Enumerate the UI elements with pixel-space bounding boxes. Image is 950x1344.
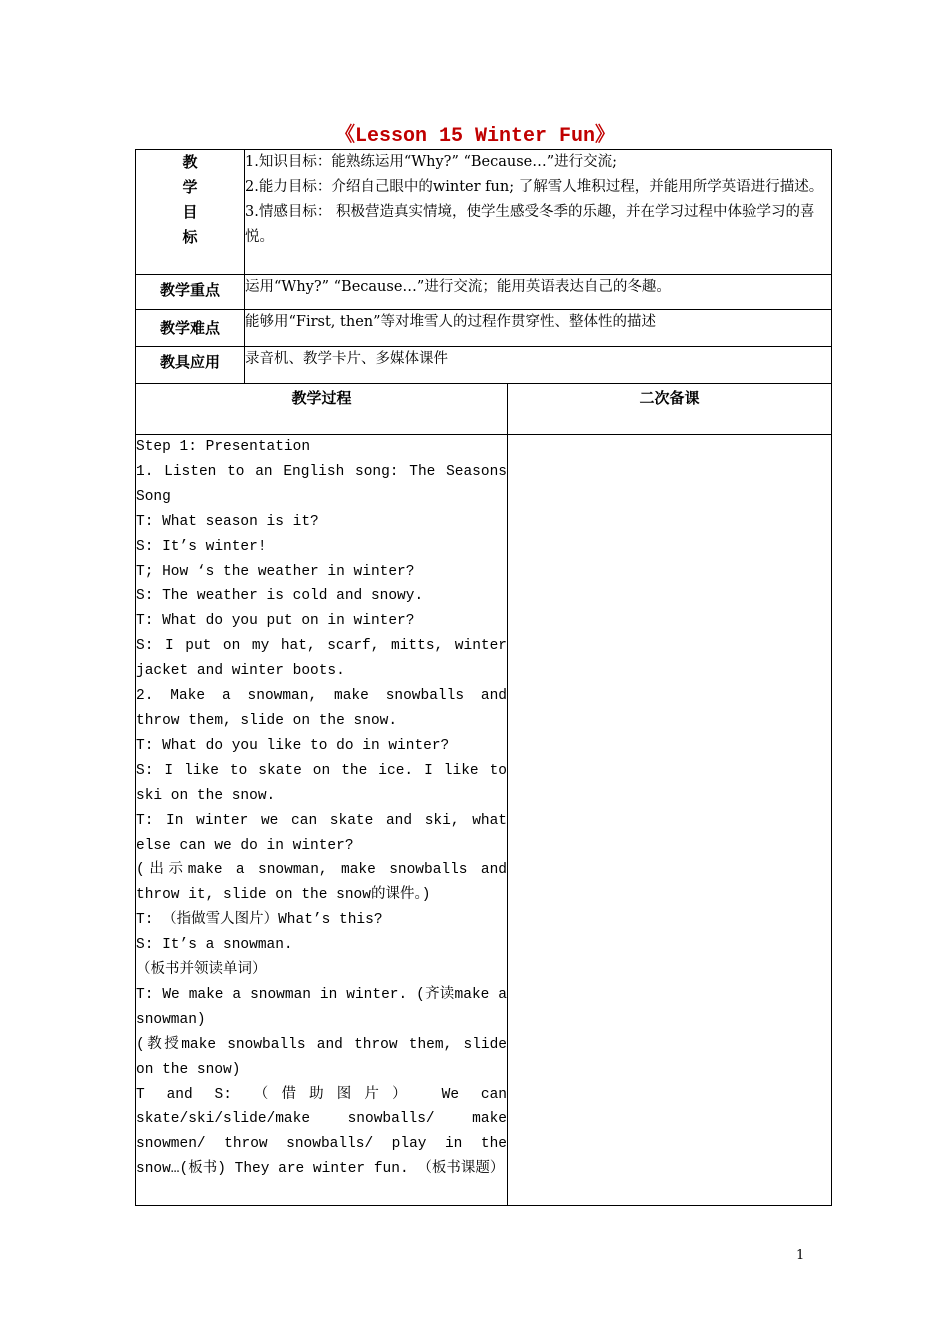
process-line: (出示make a snowman, make snowballs and throw it, slide on the snow的课件。)	[136, 862, 507, 904]
objectives-row	[136, 150, 832, 275]
objectives-content	[245, 150, 832, 275]
process-line: S: It’s a snowman.	[136, 937, 293, 954]
process-content	[136, 435, 508, 1206]
process-row	[136, 435, 832, 1206]
objective-knowledge: 1.知识目标：能熟练运用“Why?” “Because…”进行交流;	[245, 154, 618, 170]
tools-content: 录音机、教学卡片、多媒体课件	[245, 347, 832, 384]
objectives-label-char: 学	[182, 178, 198, 196]
process-header: 教学过程	[136, 384, 508, 435]
key-points-content: 运用“Why?” “Because…”进行交流；能用英语表达自己的冬趣。	[245, 275, 832, 310]
secondary-header: 二次备课	[508, 384, 832, 435]
objectives-label	[136, 150, 245, 275]
process-line: S: It’s winter!	[136, 538, 267, 555]
objectives-label-char: 教	[182, 153, 198, 171]
process-line: 1. Listen to an English song: The Seasons Song	[136, 463, 507, 505]
objectives-label-char: 标	[182, 228, 198, 246]
secondary-prep-content	[508, 435, 832, 1206]
process-line: S: The weather is cold and snowy.	[136, 588, 424, 605]
document-title: 《Lesson 15 Winter Fun》	[334, 125, 616, 148]
difficulties-row	[136, 310, 832, 347]
objectives-label-char: 目	[182, 203, 198, 221]
process-line: T: We make a snowman in winter. (齐读make a snowman)	[136, 986, 507, 1028]
process-line: 2. Make a snowman, make snowballs and throw them, slide on the snow.	[136, 688, 507, 729]
process-line: T: What season is it?	[136, 513, 319, 530]
difficulties-content: 能够用“First, then”等对堆雪人的过程作贯穿性、整体性的描述	[245, 310, 832, 347]
process-line: S: I put on my hat, scarf, mitts, winter jacket and winter boots.	[136, 638, 507, 680]
process-line: T and S: （借助图片） We can skate/ski/slide/make snowballs/ make snowmen/ throw snowballs/ play in the snow…(板书) They are winter fun. （板书课题）	[136, 1086, 507, 1178]
objective-emotion: 3.情感目标： 积极营造真实情境，使学生感受冬季的乐趣，并在学习过程中体验学习的喜悦。	[245, 204, 815, 245]
page-number: 1	[796, 1248, 805, 1263]
process-line: （板书并领读单词）	[136, 962, 267, 979]
process-line: T: （指做雪人图片）What’s this?	[136, 912, 383, 929]
process-header-row	[136, 384, 832, 435]
objective-ability: 2.能力目标：介绍自己眼中的winter fun; 了解雪人堆积过程，并能用所学英语进行描述。	[245, 179, 824, 195]
key-points-label: 教学重点	[136, 275, 245, 310]
tools-row	[136, 347, 832, 384]
tools-label: 教具应用	[136, 347, 245, 384]
process-line: T: What do you put on in winter?	[136, 613, 415, 630]
process-line: T: What do you like to do in winter?	[136, 737, 450, 754]
process-line: (教授make snowballs and throw them, slide on the snow)	[136, 1036, 507, 1078]
process-line: S: I like to skate on the ice. I like to ski on the snow.	[136, 762, 507, 804]
process-line: T: In winter we can skate and ski, what else can we do in winter?	[136, 812, 507, 854]
key-points-row	[136, 275, 832, 310]
process-line: T; How ‘s the weather in winter?	[136, 563, 415, 580]
difficulties-label: 教学难点	[136, 310, 245, 347]
process-line: Step 1: Presentation	[136, 439, 311, 455]
lesson-plan-table	[135, 149, 832, 1206]
